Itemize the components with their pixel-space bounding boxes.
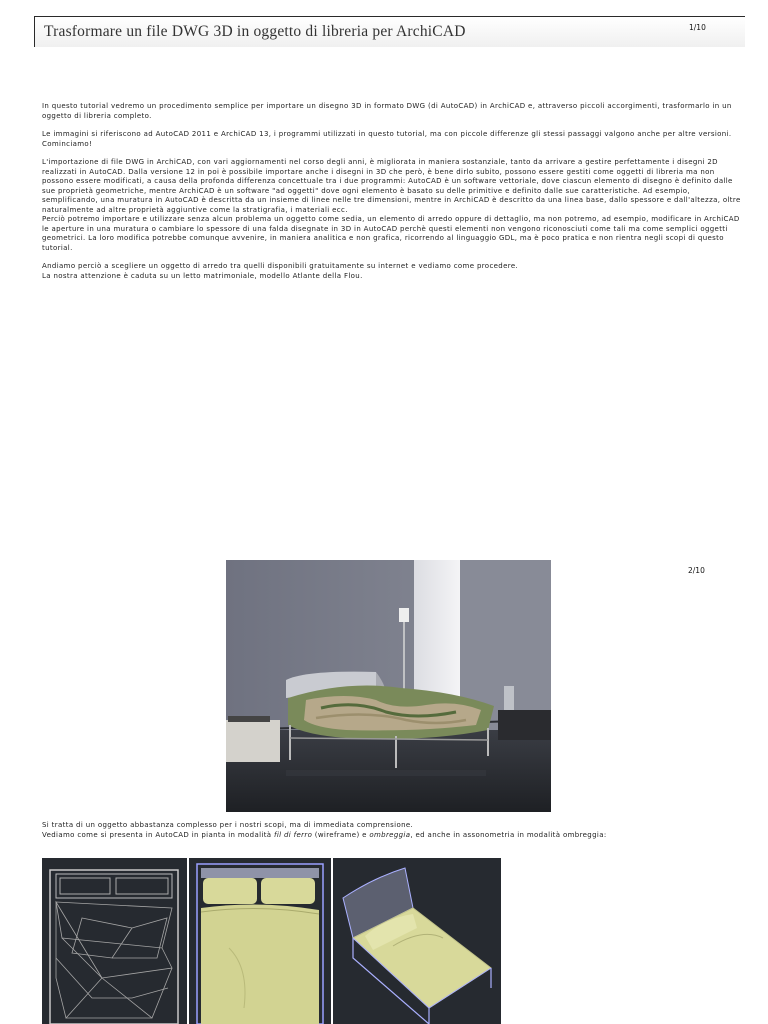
intro-paragraph-1: In questo tutorial vedremo un procedimento semplice per importare un disegno 3D in formato DWG (di AutoCAD) in ArchiCAD e, attraverso piccoli accorgimenti, trasformarlo in un oggetto di libreria completo. <box>42 102 732 120</box>
intro-paragraph-4: Perciò potremo importare e utilizzare senza alcun problema un oggetto come sedia, un elemento di arredo oppure di dettaglio, ma non potremo, ad esempio, modificare in ArchiCAD le aperture in una muratura o cambiare lo spessore di una falda disegnate in 3D in AutoCAD perchè questi elementi non vengono riconosciuti come tali ma come semplici oggetti geometrici. La loro modifica potrebbe comunque avvenire, in maniera analitica e non grafica, ricorrendo al linguaggio GDL, ma è poco pratica e non rientra negli scopi di questo tutorial. <box>42 215 740 252</box>
bed-photo <box>226 560 551 812</box>
page-number-1: 1/10 <box>689 23 706 32</box>
intro-paragraph-2: Le immagini si riferiscono ad AutoCAD 2011 e ArchiCAD 13, i programmi utilizzati in questo tutorial, ma con piccole differenze gli stessi passaggi valgono anche per altre versioni. Cominciamo! <box>42 130 732 148</box>
page-title: Trasformare un file DWG 3D in oggetto di libreria per ArchiCAD <box>44 23 466 40</box>
caption-segment: (wireframe) e <box>312 830 370 839</box>
intro-text <box>42 102 742 290</box>
cad-shaded-axonometric <box>333 858 501 1024</box>
caption-italic-shaded: ombreggia <box>369 830 411 839</box>
page-number-2: 2/10 <box>688 566 705 575</box>
caption-segment: , ed anche in assonometria in modalità ombreggia: <box>410 830 607 839</box>
caption-line-1: Si tratta di un oggetto abbastanza complesso per i nostri scopi, ma di immediata comprensione. <box>42 821 414 829</box>
cad-wireframe-plan <box>42 858 187 1024</box>
intro-paragraph-5b: La nostra attenzione è caduta su un letto matrimoniale, modello Atlante della Flou. <box>42 271 363 280</box>
caption-line-2 <box>42 831 742 841</box>
intro-paragraph-5a: Andiamo perciò a scegliere un oggetto di arredo tra quelli disponibili gratuitamente su internet e vediamo come procedere. <box>42 262 519 270</box>
intro-paragraph-3: L'importazione di file DWG in ArchiCAD, con vari aggiornamenti nel corso degli anni, è migliorata in maniera sostanziale, tanto da arrivare a gestire perfettamente i disegni 2D realizzati in AutoCAD. Dalla versione 12 in poi è possibile importare anche i disegni in 3D che però, è bene dirlo subito, possono essere gestiti come oggetti di libreria ma non possono essere modificati, a causa della profonda differenza concettuale tra i due programmi: AutoCAD è un software vettoriale, dove ciascun elemento di disegno è definito dalle sue proprietà geometriche, mentre ArchiCAD è un software "ad oggetti" dove ogni elemento è basato su delle primitive e definito dalle sue caratteristiche. Ad esempio, semplificando, una muratura in AutoCAD è descritta da un insieme di linee nelle tre dimensioni, mentre in ArchiCAD è descritto da una linea base, dallo spessore e dall'altezza, oltre naturalmente ad altre proprietà aggiuntive come la stratigrafia, i materiali ecc. <box>42 158 741 214</box>
caption-italic-wireframe: fil di ferro <box>274 830 313 839</box>
cad-shaded-plan <box>189 858 331 1024</box>
caption-text <box>42 821 742 840</box>
header-bar <box>34 16 745 47</box>
caption-segment: Vediamo come si presenta in AutoCAD in pianta in modalità <box>42 830 274 839</box>
